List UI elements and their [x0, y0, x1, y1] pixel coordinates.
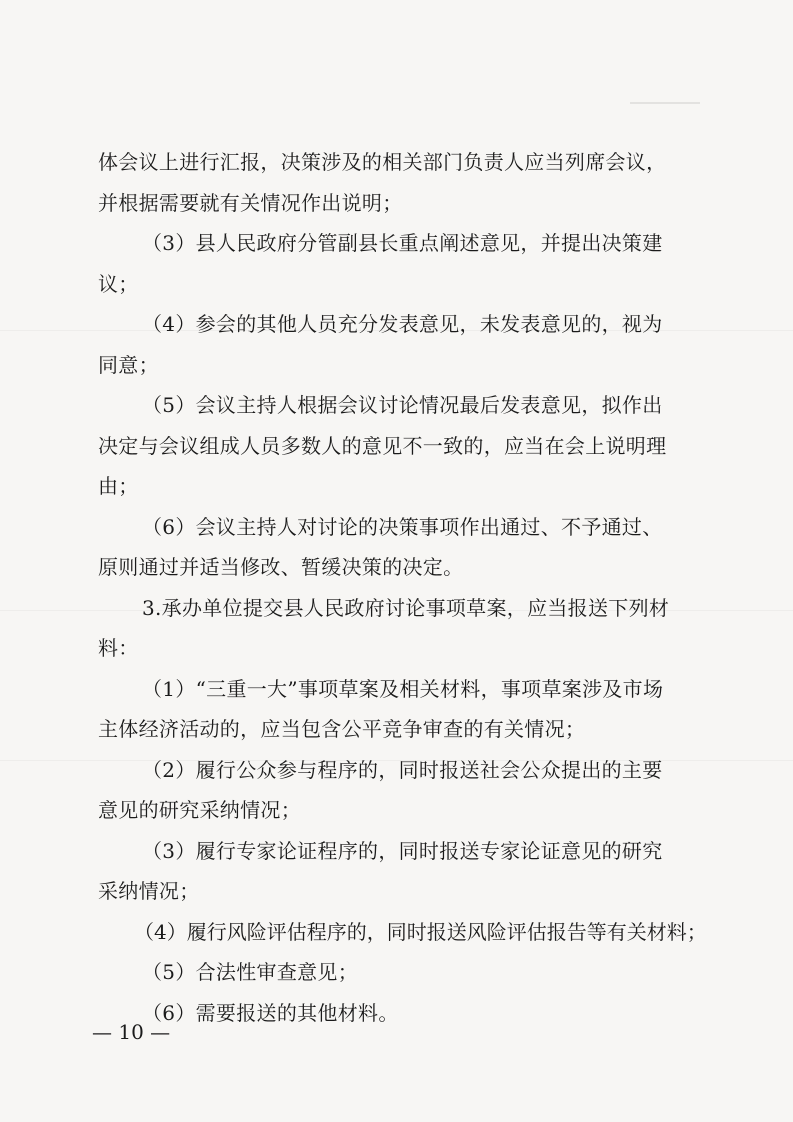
text-line: 由； [98, 474, 139, 498]
text-line: （4）参会的其他人员充分发表意见，未发表意见的，视为 [142, 312, 663, 336]
text-line: （2）履行公众参与程序的，同时报送社会公众提出的主要 [142, 757, 663, 782]
text-line: 决定与会议组成人员多数人的意见不一致的，应当在会上说明理 [98, 433, 667, 458]
body-text [98, 142, 707, 1033]
page-number: — 10 — [92, 1020, 171, 1044]
text-line: 采纳情况； [98, 879, 200, 903]
text-line: （5）合法性审查意见； [142, 960, 359, 984]
text-line: （4）履行风险评估程序的，同时报送风险评估报告等有关材料； [134, 919, 707, 944]
text-line: 3.承办单位提交县人民政府讨论事项草案，应当报送下列材 [142, 595, 670, 620]
text-line: 并根据需要就有关情况作出说明； [98, 190, 403, 215]
text-line: 同意； [98, 352, 159, 377]
text-line: 原则通过并适当修改、暂缓决策的决定。 [98, 555, 464, 579]
text-line: 意见的研究采纳情况； [98, 798, 301, 822]
text-line: 体会议上进行汇报，决策涉及的相关部门负责人应当列席会议， [98, 150, 667, 174]
scan-mark [630, 102, 700, 104]
text-line: （1）“三重一大”事项草案及相关材料，事项草案涉及市场 [142, 676, 664, 701]
text-line: 主体经济活动的，应当包含公平竞争审查的有关情况； [98, 717, 586, 741]
text-line: （3）履行专家论证程序的，同时报送专家论证意见的研究 [142, 838, 663, 863]
text-line: 料： [98, 636, 139, 660]
text-line: （6）会议主持人对讨论的决策事项作出通过、不予通过、 [142, 514, 663, 539]
text-line: （6）需要报送的其他材料。 [142, 1000, 399, 1025]
text-line: （3）县人民政府分管副县长重点阐述意见，并提出决策建 [142, 231, 663, 255]
text-line: （5）会议主持人根据会议讨论情况最后发表意见，拟作出 [142, 393, 663, 417]
text-line: 议； [98, 271, 139, 296]
